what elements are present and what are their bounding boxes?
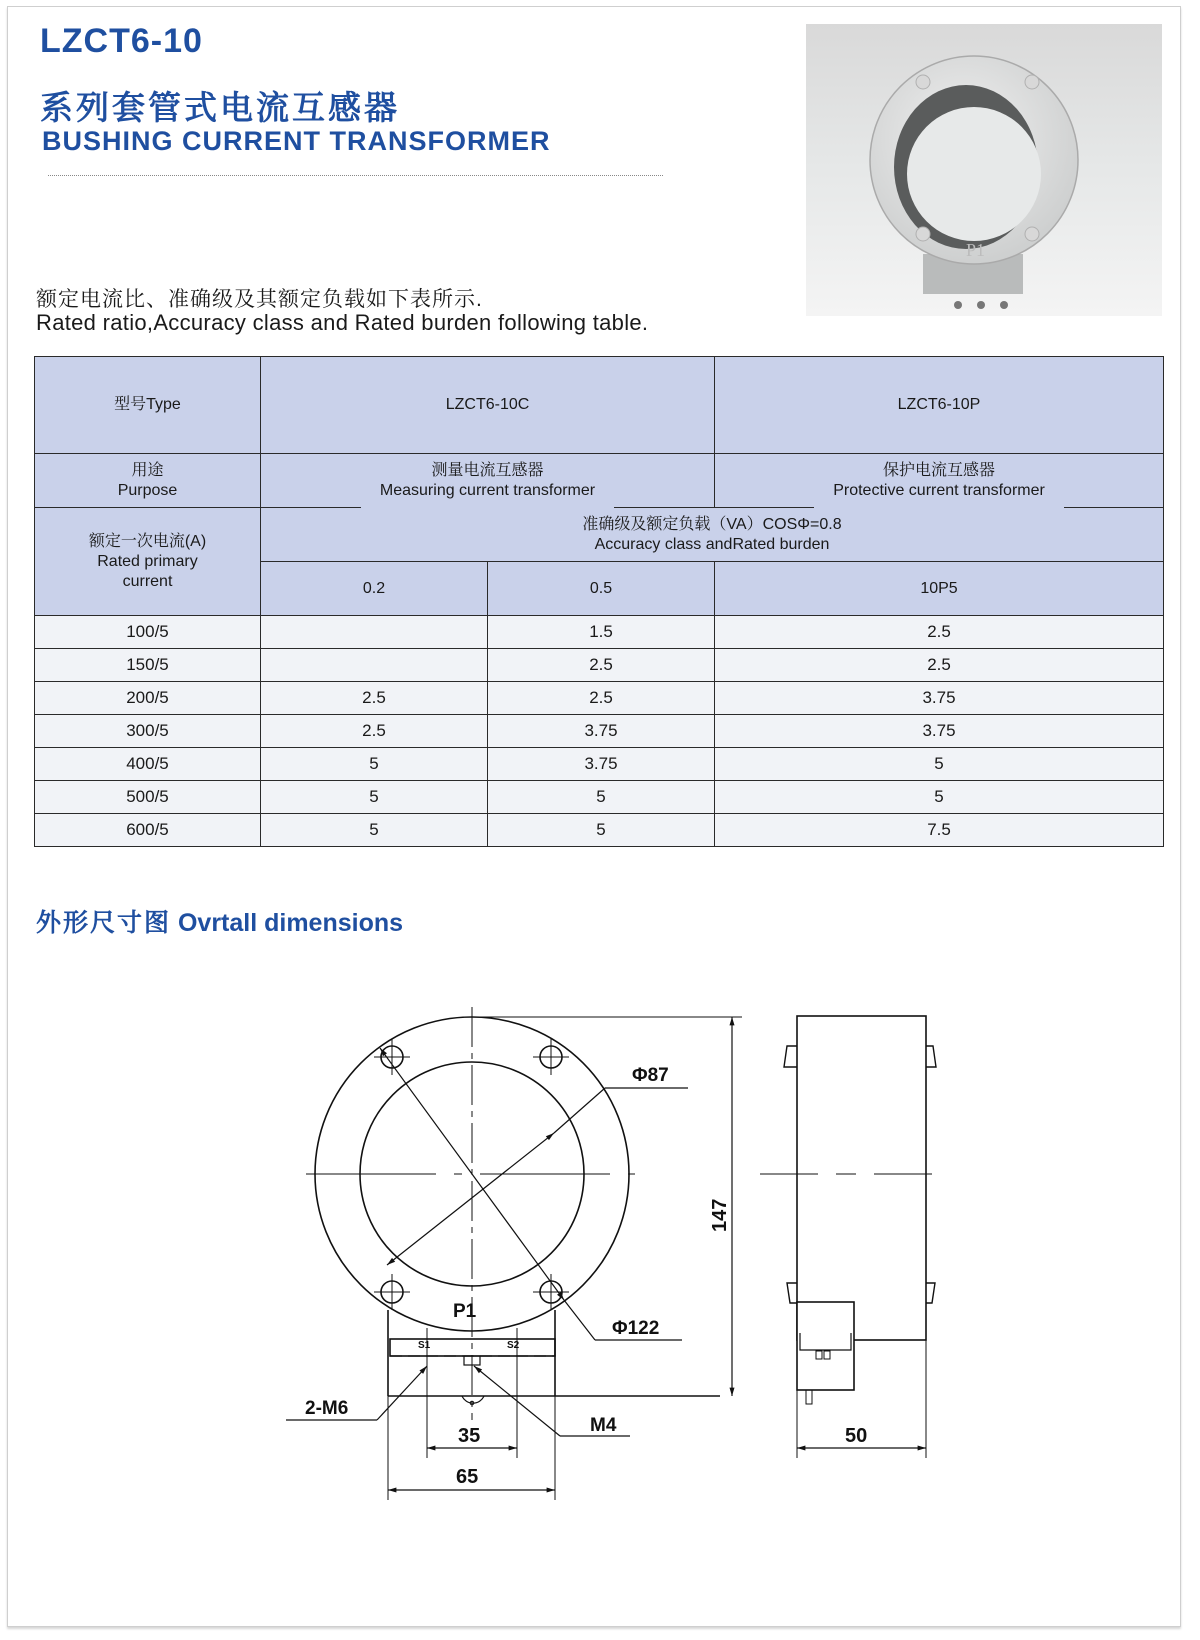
- primary-current-label: [35, 508, 261, 616]
- table-row: [35, 715, 1164, 748]
- burden-10p5-cell: 5: [715, 781, 1164, 814]
- burden-0-5-cell: 5: [488, 814, 715, 847]
- title-english: BUSHING CURRENT TRANSFORMER: [42, 126, 551, 156]
- purpose-protective: [715, 454, 1164, 508]
- table-row: [35, 682, 1164, 715]
- ratio-cell: 100/5: [35, 616, 261, 649]
- inner-bore: [907, 107, 1041, 241]
- p1-label: P1: [453, 1301, 477, 1322]
- purpose-label: [35, 454, 261, 508]
- table-row: [35, 781, 1164, 814]
- product-photo: [806, 24, 1162, 316]
- burden-0-2-cell: 2.5: [261, 715, 488, 748]
- model-c: LZCT6-10C: [261, 357, 715, 454]
- accuracy-header: [261, 508, 1164, 562]
- burden-0-5-cell: 2.5: [488, 682, 715, 715]
- purpose-measuring-cn: 测量电流互感器: [431, 461, 544, 479]
- class-0-5: 0.5: [488, 562, 715, 616]
- dimensions-title-en: Ovrtall dimensions: [177, 909, 404, 937]
- class-10p5: 10P5: [715, 562, 1164, 616]
- burden-0-2-cell: 5: [261, 814, 488, 847]
- terminal-screw: [1000, 301, 1008, 309]
- height-label: 147: [709, 1198, 731, 1232]
- inner-diameter-leader: [387, 1133, 554, 1265]
- table-row: [35, 616, 1164, 649]
- burden-10p5-cell: 3.75: [715, 682, 1164, 715]
- ratio-cell: 300/5: [35, 715, 261, 748]
- ratio-cell: 600/5: [35, 814, 261, 847]
- burden-0-5-cell: 5: [488, 781, 715, 814]
- purpose-protective-en: Protective current transformer: [833, 481, 1045, 499]
- primary-label-en2: current: [122, 572, 173, 590]
- terminal-spacing-label: 35: [458, 1425, 481, 1447]
- ground-thread-label: M4: [590, 1415, 617, 1436]
- bolt-head: [916, 75, 930, 89]
- photo-marking: P1: [966, 240, 986, 260]
- purpose-label-cn: 用途: [131, 461, 164, 479]
- side-width-label: 50: [845, 1425, 868, 1447]
- burden-0-2-cell: 2.5: [261, 682, 488, 715]
- purpose-measuring-en: Measuring current transformer: [379, 481, 596, 499]
- burden-0-2-cell: 5: [261, 748, 488, 781]
- burden-0-2-cell: 5: [261, 781, 488, 814]
- dimensions-title-cn: 外形尺寸图: [36, 909, 172, 937]
- side-terminal-box: [797, 1302, 854, 1390]
- purpose-protective-cn: 保护电流互感器: [883, 461, 996, 479]
- burden-0-2-cell: [261, 649, 488, 682]
- inner-diameter-label: Φ87: [632, 1065, 669, 1086]
- ratio-cell: 150/5: [35, 649, 261, 682]
- product-photo-illustration: [806, 24, 1162, 316]
- table-row: [35, 649, 1164, 682]
- bolt-head: [916, 227, 930, 241]
- intro-english: Rated ratio,Accuracy class and Rated burden following table.: [36, 310, 649, 335]
- border-gap: [361, 506, 615, 509]
- bolt-head: [1025, 75, 1039, 89]
- burden-0-5-cell: 3.75: [488, 748, 715, 781]
- purpose-measuring: [261, 454, 715, 508]
- spec-table: [34, 356, 1164, 847]
- table-row: [35, 748, 1164, 781]
- model-title: LZCT6-10: [40, 22, 203, 60]
- table-row: [35, 814, 1164, 847]
- burden-0-5-cell: 1.5: [488, 616, 715, 649]
- table-body: [35, 616, 1164, 847]
- title-chinese: 系列套管式电流互感器: [40, 89, 400, 126]
- burden-0-5-cell: 2.5: [488, 649, 715, 682]
- base-width-label: 65: [456, 1466, 479, 1488]
- table-header-row-purpose: [35, 454, 1164, 508]
- table-header-row-type: [35, 357, 1164, 454]
- type-label: 型号Type: [35, 357, 261, 454]
- intro-chinese: 额定电流比、准确级及其额定负载如下表所示.: [36, 288, 483, 311]
- burden-10p5-cell: 7.5: [715, 814, 1164, 847]
- burden-10p5-cell: 5: [715, 748, 1164, 781]
- accuracy-header-cn: 准确级及额定负载（VA）COSΦ=0.8: [582, 515, 842, 533]
- s2-label: S2: [507, 1340, 520, 1351]
- primary-label-cn: 额定一次电流(A): [88, 532, 207, 550]
- dimension-drawing: [260, 990, 980, 1510]
- ratio-cell: 200/5: [35, 682, 261, 715]
- burden-0-5-cell: 3.75: [488, 715, 715, 748]
- terminal-screw: [954, 301, 962, 309]
- burden-10p5-cell: 2.5: [715, 616, 1164, 649]
- outer-diameter-label: Φ122: [612, 1318, 660, 1339]
- terminal-thread-label: 2-M6: [305, 1398, 349, 1419]
- class-0-2: 0.2: [261, 562, 488, 616]
- model-p: LZCT6-10P: [715, 357, 1164, 454]
- burden-10p5-cell: 2.5: [715, 649, 1164, 682]
- accuracy-header-en: Accuracy class andRated burden: [594, 535, 830, 553]
- primary-label-en1: Rated primary: [97, 552, 198, 570]
- ratio-cell: 500/5: [35, 781, 261, 814]
- title-divider: [48, 175, 663, 176]
- bolt-head: [1025, 227, 1039, 241]
- burden-0-2-cell: [261, 616, 488, 649]
- border-gap: [814, 506, 1065, 509]
- s1-label: S1: [418, 1340, 431, 1351]
- section-title-dimensions: [36, 903, 403, 939]
- side-view-body: [797, 1016, 926, 1340]
- burden-10p5-cell: 3.75: [715, 715, 1164, 748]
- purpose-label-en: Purpose: [117, 481, 178, 499]
- ratio-cell: 400/5: [35, 748, 261, 781]
- terminal-screw: [977, 301, 985, 309]
- table-header-row-accuracy: [35, 508, 1164, 562]
